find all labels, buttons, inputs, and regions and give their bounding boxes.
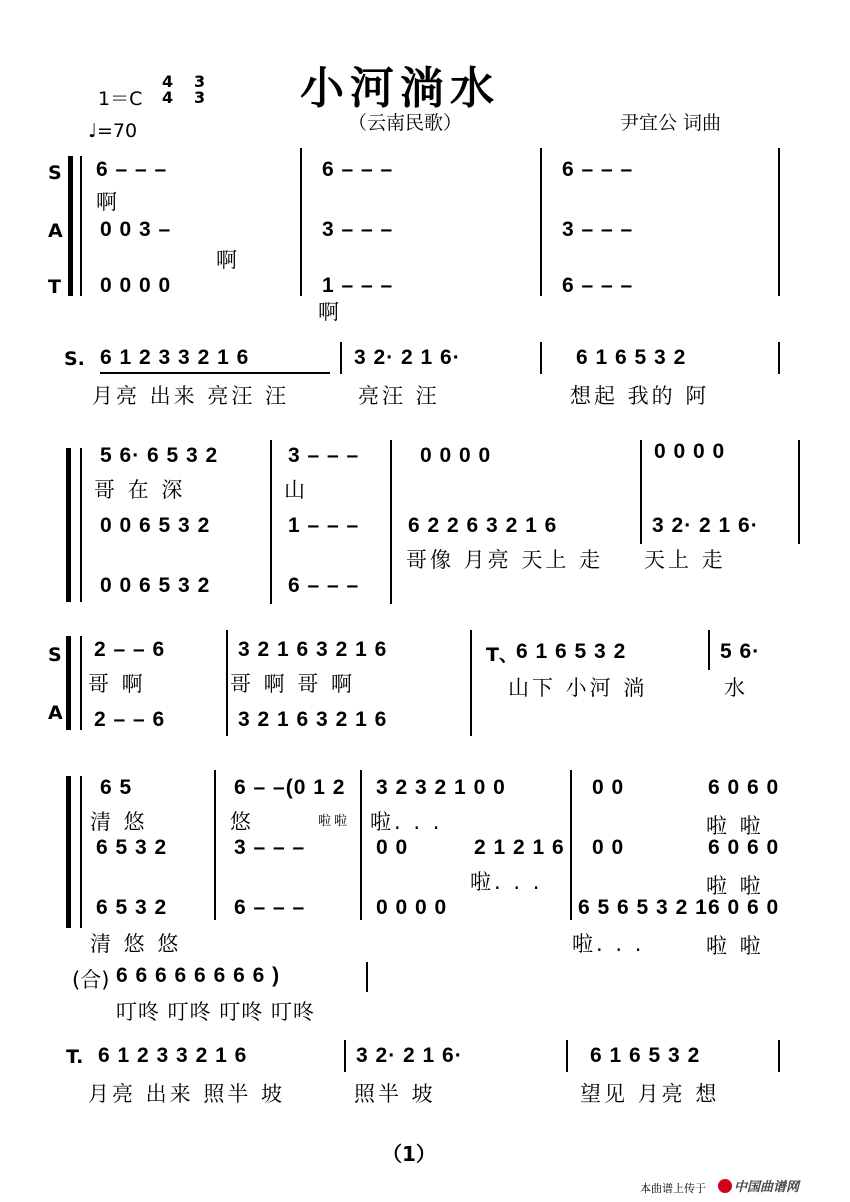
system-brace (68, 156, 73, 296)
soprano-notes: 6 0 6 0 (708, 776, 780, 799)
barline (80, 448, 82, 602)
barline (80, 156, 82, 296)
alto-notes: 3 2· 2 1 6· (652, 514, 759, 537)
alto-notes: 6 5 3 2 (96, 836, 168, 859)
tenor-notes: 6 – – – (562, 274, 634, 297)
voice-label-a: A (48, 702, 63, 724)
key-signature: 1＝C (98, 88, 143, 110)
barline (300, 148, 302, 296)
soprano-notes: 6 – – – (322, 158, 394, 181)
barline (390, 440, 392, 604)
soprano-notes: 2 – – 6 (94, 638, 166, 661)
logo-icon (718, 1179, 732, 1193)
alto-notes: 0 0 3 – (100, 218, 172, 241)
alto-notes: 2 – – 6 (94, 708, 166, 731)
lyrics: 想起 我的 阿 (570, 384, 710, 408)
barline (344, 1040, 346, 1072)
alto-notes: 0 0 (592, 836, 625, 859)
alto-notes: 6 2 2 6 3 2 1 6 (408, 514, 558, 537)
soprano-notes: 6 5 (100, 776, 133, 799)
tenor-label: T、 (486, 644, 518, 666)
subtitle: （云南民歌） (348, 112, 463, 134)
barline (566, 1040, 568, 1072)
alto-lyric: 啦. . . (470, 870, 543, 894)
logo-text: 中国曲谱网 (734, 1180, 800, 1195)
page-number: （1） (382, 1142, 436, 1166)
soprano-notes: 0 0 0 0 (654, 440, 726, 463)
alto-notes: 3 – – – (234, 836, 306, 859)
alto-lyric: 啦 啦 (706, 874, 764, 898)
barline (270, 440, 272, 604)
barline (640, 440, 642, 544)
barline (798, 440, 800, 544)
tenor-notes: 6 1 6 5 3 2 (590, 1044, 701, 1067)
tenor-lyric: 啊 (318, 300, 342, 324)
barline (470, 630, 472, 736)
tenor-notes: 0 0 0 0 (376, 896, 448, 919)
barline (80, 636, 82, 730)
alto-notes: 2 1 2 1 6 (474, 836, 565, 859)
barline (214, 770, 216, 920)
melody-notes: 3 2· 2 1 6· (354, 346, 461, 369)
barline (570, 770, 572, 920)
alto-notes: 3 – – – (562, 218, 634, 241)
voice-label-s: S (48, 162, 62, 184)
system-brace (66, 448, 71, 602)
tenor-lyric: 月亮 出来 照半 坡 (88, 1082, 286, 1106)
tenor-notes: 6 1 6 5 3 2 (516, 640, 627, 663)
barline (778, 1040, 780, 1072)
barline (540, 342, 542, 374)
soprano-notes: 3 2 1 6 3 2 1 6 (238, 638, 388, 661)
barline (340, 342, 342, 374)
alto-lyric: 哥像 月亮 天上 走 (406, 548, 604, 572)
soprano-notes: 6 – –(0 1 2 (234, 776, 346, 799)
chorus-notes: 6 6 6 6 6 6 6 6 ) (116, 964, 281, 987)
tenor-notes: 0 0 6 5 3 2 (100, 574, 211, 597)
tenor-notes: 6 5 3 2 (96, 896, 168, 919)
chorus-label: (合) (72, 968, 110, 992)
voice-label-t: T. (66, 1046, 84, 1068)
alto-notes: 1 – – – (288, 514, 360, 537)
time-signature-3-4: 3 3 (194, 72, 206, 107)
alto-notes: 0 0 (376, 836, 409, 859)
soprano-lyric: 哥 啊 哥 啊 (230, 672, 356, 696)
tenor-notes: 3 2· 2 1 6· (356, 1044, 463, 1067)
alto-notes: 3 2 1 6 3 2 1 6 (238, 708, 388, 731)
soprano-lyric: 山 (284, 478, 308, 502)
soprano-lyric: 啊 (96, 190, 120, 214)
tenor-lyric: 水 (724, 676, 748, 700)
barline (778, 148, 780, 296)
barline (540, 148, 542, 296)
system-brace (66, 636, 71, 730)
tenor-notes: 6 0 6 0 (708, 896, 780, 919)
soprano-lyric: 清 悠 (90, 810, 148, 834)
lyrics: 亮汪 汪 (358, 384, 440, 408)
voice-label-s: S. (64, 348, 85, 370)
soprano-notes: 0 0 (592, 776, 625, 799)
tenor-lyric: 照半 坡 (354, 1082, 436, 1106)
underline (100, 372, 330, 374)
alto-notes: 6 0 6 0 (708, 836, 780, 859)
composer-credit: 尹宜公 词曲 (620, 112, 722, 134)
barline (80, 776, 82, 928)
alto-lyric: 天上 走 (644, 548, 726, 572)
tenor-notes: 6 – – – (234, 896, 306, 919)
soprano-notes: 5 6· 6 5 3 2 (100, 444, 219, 467)
soprano-lyric: 啦啦 (318, 814, 351, 829)
system-brace (66, 776, 71, 928)
tenor-notes: 6 5 6 5 3 2 1 (578, 896, 708, 919)
melody-notes: 6 1 6 5 3 2 (576, 346, 687, 369)
tenor-lyric: 清 悠 悠 (90, 932, 182, 956)
chorus-lyric: 叮咚 叮咚 叮咚 叮咚 (116, 1000, 316, 1024)
alto-notes: 0 0 6 5 3 2 (100, 514, 211, 537)
barline (778, 342, 780, 374)
tenor-lyric: 啦. . . (572, 932, 645, 956)
soprano-lyric: 悠 (230, 810, 254, 834)
soprano-notes: 3 – – – (288, 444, 360, 467)
soprano-notes: 3 2 3 2 1 0 0 (376, 776, 506, 799)
soprano-notes: 0 0 0 0 (420, 444, 492, 467)
barline (360, 770, 362, 920)
tenor-notes: 5 6· (720, 640, 761, 663)
soprano-lyric: 啦. . . (370, 810, 443, 834)
soprano-lyric: 哥 啊 (88, 672, 146, 696)
tempo-marking: ♩=70 (88, 120, 138, 142)
alto-lyric: 啊 (216, 248, 240, 272)
voice-label-t: T (48, 276, 61, 298)
tenor-notes: 6 1 2 3 3 2 1 6 (98, 1044, 248, 1067)
barline (226, 630, 228, 736)
tenor-notes: 0 0 0 0 (100, 274, 172, 297)
soprano-notes: 6 – – – (96, 158, 168, 181)
page-title: 小河淌水 (300, 63, 500, 114)
barline (708, 630, 710, 670)
lyrics: 月亮 出来 亮汪 汪 (92, 384, 290, 408)
tenor-lyric: 啦 啦 (706, 934, 764, 958)
site-logo (718, 1176, 799, 1195)
soprano-notes: 6 – – – (562, 158, 634, 181)
voice-label-s: S (48, 644, 62, 666)
barline (366, 962, 368, 992)
tenor-notes: 1 – – – (322, 274, 394, 297)
tenor-lyric: 山下 小河 淌 (508, 676, 648, 700)
soprano-lyric: 哥 在 深 (94, 478, 186, 502)
soprano-lyric: 啦 啦 (706, 814, 764, 838)
melody-notes: 6 1 2 3 3 2 1 6 (100, 346, 250, 369)
alto-notes: 3 – – – (322, 218, 394, 241)
voice-label-a: A (48, 220, 63, 242)
time-signature-4-4: 4 4 (162, 72, 174, 107)
upload-note: 本曲谱上传于 (640, 1182, 706, 1195)
tenor-lyric: 望见 月亮 想 (580, 1082, 720, 1106)
tenor-notes: 6 – – – (288, 574, 360, 597)
